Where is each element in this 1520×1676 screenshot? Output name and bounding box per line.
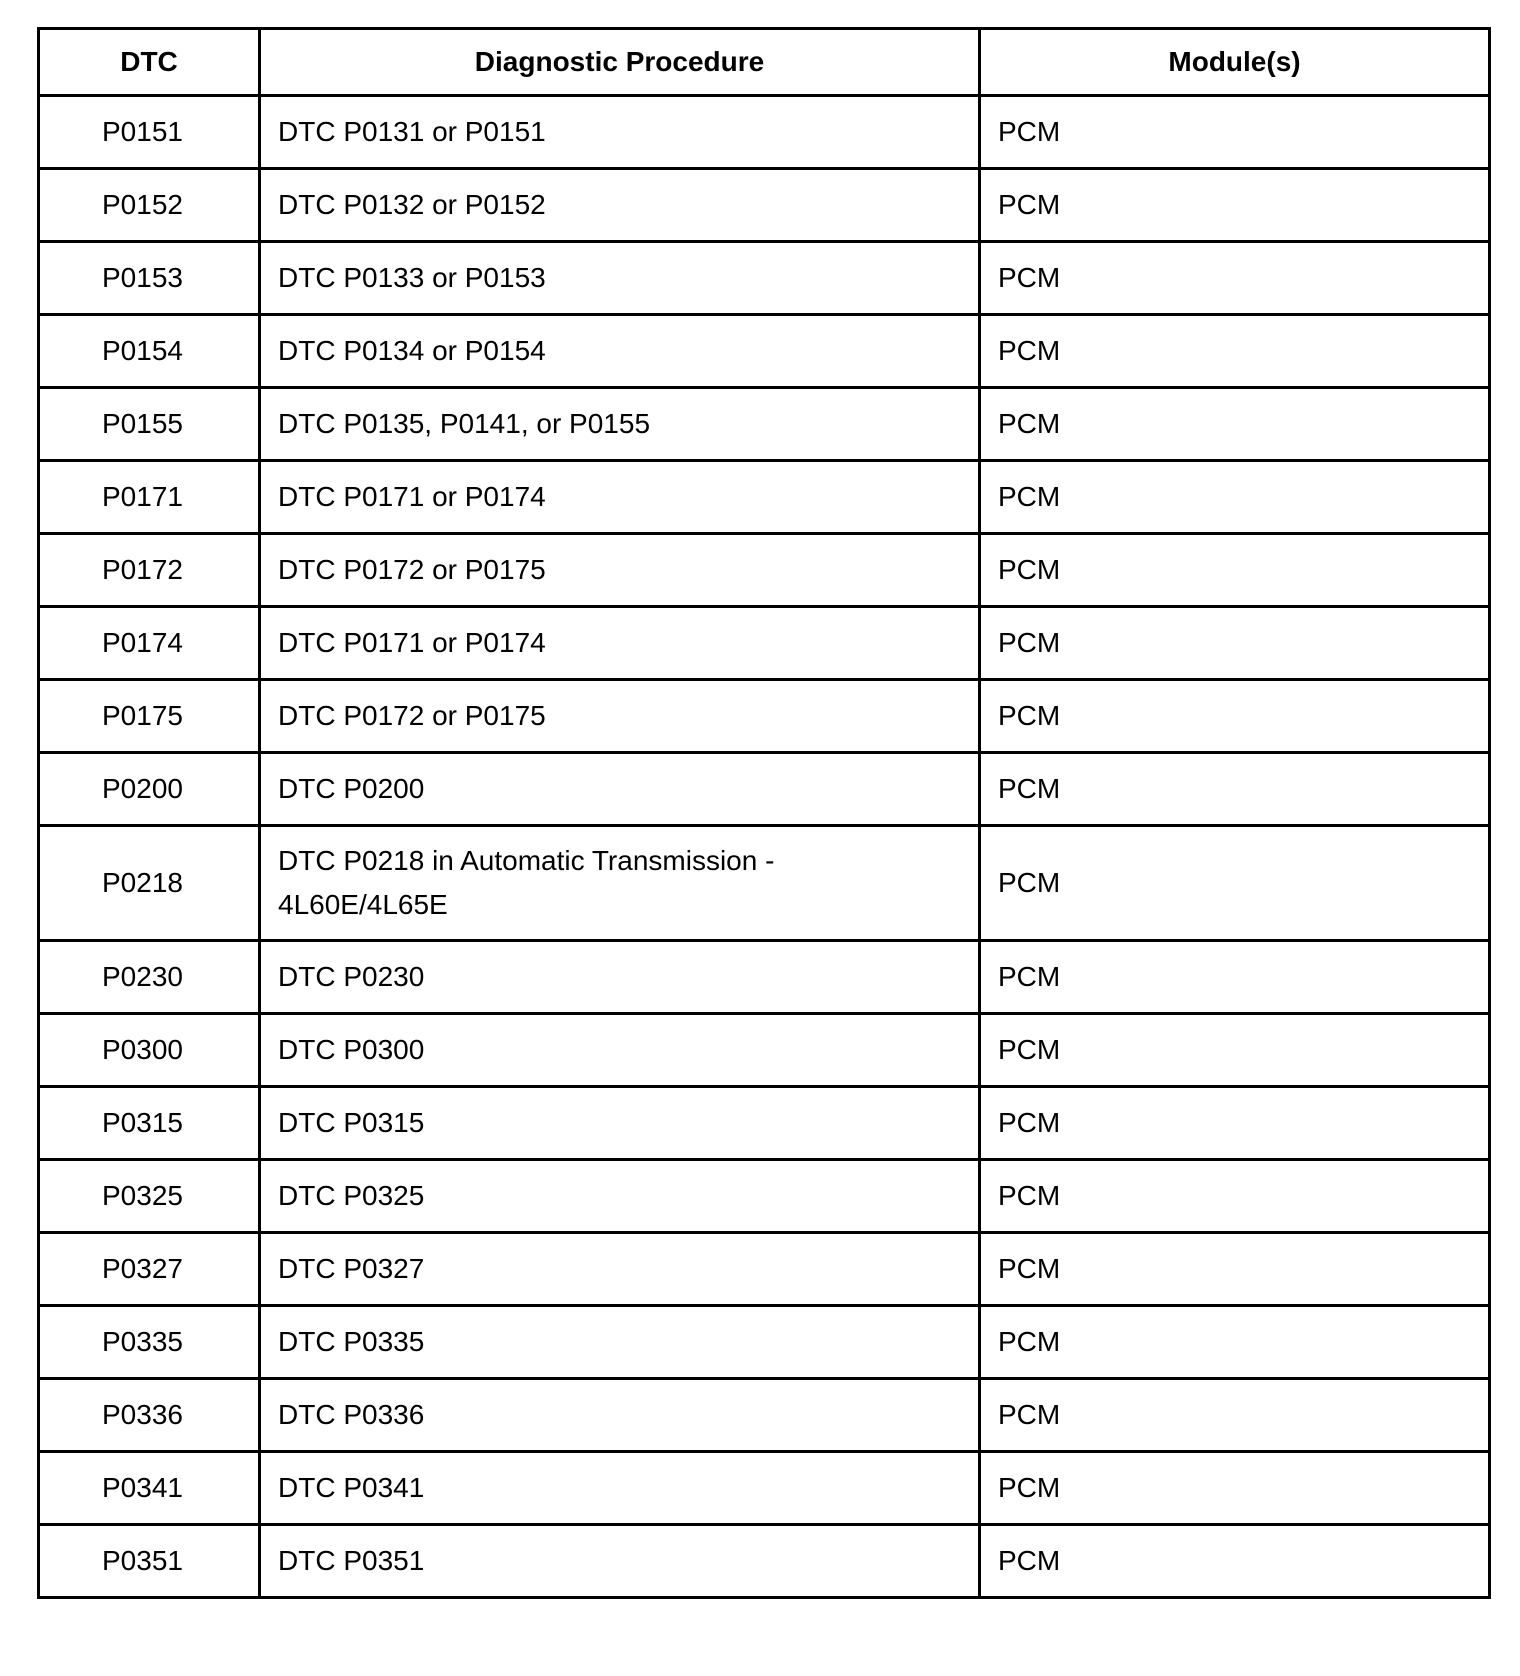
dtc-cell: P0315 <box>39 1087 260 1160</box>
procedure-cell: DTC P0171 or P0174 <box>260 607 980 680</box>
dtc-cell: P0153 <box>39 242 260 315</box>
table-row <box>39 315 1490 388</box>
procedure-cell: DTC P0351 <box>260 1525 980 1598</box>
table-row <box>39 1452 1490 1525</box>
dtc-cell: P0174 <box>39 607 260 680</box>
table-row <box>39 941 1490 1014</box>
procedure-cell <box>260 826 980 941</box>
module-cell: PCM <box>980 941 1490 1014</box>
dtc-cell: P0327 <box>39 1233 260 1306</box>
dtc-cell: P0325 <box>39 1160 260 1233</box>
table-row <box>39 607 1490 680</box>
table-row <box>39 1233 1490 1306</box>
table-row <box>39 1014 1490 1087</box>
table-row <box>39 534 1490 607</box>
procedure-cell: DTC P0230 <box>260 941 980 1014</box>
table-row <box>39 1379 1490 1452</box>
dtc-cell: P0151 <box>39 96 260 169</box>
procedure-cell: DTC P0172 or P0175 <box>260 680 980 753</box>
module-cell: PCM <box>980 753 1490 826</box>
header-dtc: DTC <box>39 29 260 96</box>
table-row <box>39 1160 1490 1233</box>
procedure-cell: DTC P0134 or P0154 <box>260 315 980 388</box>
procedure-cell: DTC P0336 <box>260 1379 980 1452</box>
table-row <box>39 680 1490 753</box>
module-cell: PCM <box>980 826 1490 941</box>
dtc-cell: P0154 <box>39 315 260 388</box>
header-modules: Module(s) <box>980 29 1490 96</box>
table-row <box>39 1525 1490 1598</box>
procedure-cell: DTC P0132 or P0152 <box>260 169 980 242</box>
table-header-row <box>39 29 1490 96</box>
dtc-cell: P0218 <box>39 826 260 941</box>
module-cell: PCM <box>980 1160 1490 1233</box>
module-cell: PCM <box>980 169 1490 242</box>
table-row <box>39 169 1490 242</box>
procedure-cell: DTC P0200 <box>260 753 980 826</box>
module-cell: PCM <box>980 1452 1490 1525</box>
dtc-cell: P0336 <box>39 1379 260 1452</box>
dtc-cell: P0200 <box>39 753 260 826</box>
module-cell: PCM <box>980 534 1490 607</box>
module-cell: PCM <box>980 461 1490 534</box>
module-cell: PCM <box>980 1379 1490 1452</box>
header-diagnostic-procedure: Diagnostic Procedure <box>260 29 980 96</box>
dtc-cell: P0335 <box>39 1306 260 1379</box>
module-cell: PCM <box>980 1306 1490 1379</box>
procedure-line: 4L60E/4L65E <box>278 889 448 920</box>
module-cell: PCM <box>980 1014 1490 1087</box>
procedure-cell: DTC P0315 <box>260 1087 980 1160</box>
table-row <box>39 1306 1490 1379</box>
procedure-cell: DTC P0131 or P0151 <box>260 96 980 169</box>
procedure-cell: DTC P0325 <box>260 1160 980 1233</box>
table-row <box>39 1087 1490 1160</box>
dtc-cell: P0155 <box>39 388 260 461</box>
dtc-cell: P0171 <box>39 461 260 534</box>
module-cell: PCM <box>980 607 1490 680</box>
table-row <box>39 242 1490 315</box>
procedure-cell: DTC P0300 <box>260 1014 980 1087</box>
module-cell: PCM <box>980 1233 1490 1306</box>
procedure-cell: DTC P0341 <box>260 1452 980 1525</box>
dtc-cell: P0300 <box>39 1014 260 1087</box>
dtc-cell: P0175 <box>39 680 260 753</box>
dtc-cell: P0172 <box>39 534 260 607</box>
module-cell: PCM <box>980 96 1490 169</box>
procedure-cell: DTC P0172 or P0175 <box>260 534 980 607</box>
procedure-cell: DTC P0335 <box>260 1306 980 1379</box>
procedure-cell: DTC P0327 <box>260 1233 980 1306</box>
module-cell: PCM <box>980 1087 1490 1160</box>
module-cell: PCM <box>980 1525 1490 1598</box>
dtc-cell: P0152 <box>39 169 260 242</box>
table-row <box>39 388 1490 461</box>
procedure-cell: DTC P0171 or P0174 <box>260 461 980 534</box>
procedure-line: DTC P0218 in Automatic Transmission - <box>278 845 775 876</box>
procedure-cell: DTC P0135, P0141, or P0155 <box>260 388 980 461</box>
table-row <box>39 96 1490 169</box>
dtc-cell: P0341 <box>39 1452 260 1525</box>
module-cell: PCM <box>980 388 1490 461</box>
module-cell: PCM <box>980 680 1490 753</box>
dtc-cell: P0351 <box>39 1525 260 1598</box>
table-row <box>39 753 1490 826</box>
table-row <box>39 461 1490 534</box>
table-row <box>39 826 1490 941</box>
module-cell: PCM <box>980 242 1490 315</box>
module-cell: PCM <box>980 315 1490 388</box>
dtc-cell: P0230 <box>39 941 260 1014</box>
procedure-cell: DTC P0133 or P0153 <box>260 242 980 315</box>
dtc-table <box>37 27 1491 1599</box>
